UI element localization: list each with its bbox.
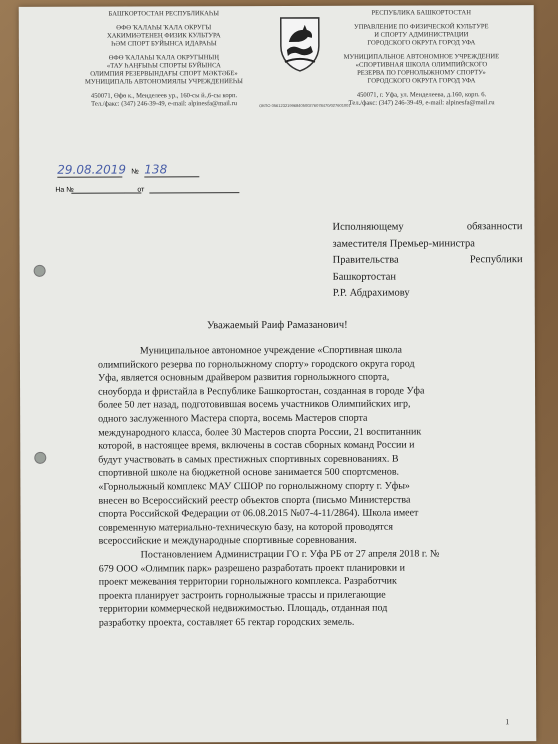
ufa-coat-of-arms-icon xyxy=(277,16,323,72)
addressee-line xyxy=(332,219,522,236)
header-left-line: 450071, Өфө к., Менделеев ур., 160-сы й.,6-сы корп. xyxy=(90,92,238,100)
body-line: более 50 лет назад, подготовившая восемь участников Олимпийских игр, xyxy=(98,398,411,412)
registration-number-label: № xyxy=(131,168,139,176)
header-right-line: РЕЗЕРВА ПО ГОРНОЛЫЖНОМУ СПОРТУ» xyxy=(357,69,486,77)
greeting: Уважаемый Раиф Рамазанович! xyxy=(207,319,348,332)
body-line: будут участвовать в самых престижных спортивных соревнованиях. В xyxy=(98,453,399,466)
addressee-text: Правительства xyxy=(332,254,399,266)
registration-date: 29.08.2019 xyxy=(57,162,127,177)
header-left-line: ӨФӨ ҠАЛАҺЫ ҠАЛА ОКРУГЫ xyxy=(116,24,212,32)
addressee-text: Башкортостан xyxy=(332,271,397,283)
header-left-line: ОЛИМПИЯ РЕЗЕРВЫНДАҒЫ СПОРТ МӘКТӘБЕ» xyxy=(90,70,238,78)
body-line: олимпийского резерва по горнолыжному спорту» городского округа город xyxy=(97,358,415,371)
addressee-text: Исполняющему xyxy=(332,221,404,233)
reference-number-label: На № xyxy=(55,186,74,194)
emblem-code-line: ОКПО 05612321 xyxy=(259,102,290,109)
addressee-line xyxy=(333,236,523,253)
addressee-text: обязанности xyxy=(466,221,523,233)
header-right-line: УПРАВЛЕНИЕ ПО ФИЗИЧЕСКОЙ КУЛЬТУРЕ xyxy=(354,23,489,31)
header-right-line: Тел./факс: (347) 246-39-49, e-mail: alpinesfa@mail.ru xyxy=(348,99,495,107)
addressee-line xyxy=(333,285,523,302)
body-line: разработку проекта, составляет 65 гектар городских земель. xyxy=(98,616,355,629)
body-line: современную материально-техническую базу, на которой проводятся xyxy=(98,521,393,534)
header-left-line: МУНИЦИПАЛЬ АВТОНОМИЯЛЫ УЧРЕЖДЕНИЕҺЫ xyxy=(85,78,243,86)
addressee-text: заместителя Премьер-министра xyxy=(332,237,475,250)
header-left-line: БАШҠОРТОСТАН РЕСПУБЛИКАҺЫ xyxy=(108,10,219,18)
header-right-line: «СПОРТИВНАЯ ШКОЛА ОЛИМПИЙСКОГО xyxy=(355,61,488,69)
body-line: 679 ООО «Олимпик парк» разрешено разработать проект планировки и xyxy=(98,562,405,575)
letter-sheet xyxy=(19,5,537,743)
header-right-line: ГОРОДСКОГО ОКРУГА ГОРОД УФА xyxy=(367,39,476,47)
reference-number-line xyxy=(71,192,141,193)
header-right-line: 450071, г. Уфа, ул. Менделеева, д.160, корп. 6. xyxy=(356,91,487,99)
body-line: международного класса, более 30 Мастеров спорта России, 21 воспитанник xyxy=(98,426,422,439)
body-line: проект межевания территории горнолыжного комплекса. Разработчик xyxy=(98,575,397,588)
header-left-line: ҺӘМ СПОРТ БУЙЫНСА ИДАРАҺЫ xyxy=(111,40,217,48)
body-line: одного заслуженного Мастера спорта, восемь Мастеров спорта xyxy=(98,412,368,425)
body-line: «Горнолыжный комплекс МАУ СШОР по горнолыжному спорту г. Уфы» xyxy=(98,480,410,493)
addressee-line xyxy=(333,252,523,269)
addressee-text: Р.Р. Абдрахимову xyxy=(332,287,410,299)
header-right-line: И СПОРТУ АДМИНИСТРАЦИИ xyxy=(374,31,469,39)
body-line: проекта планирует застроить горнолыжные трассы и прилегающие xyxy=(98,589,386,602)
addressee-block xyxy=(332,219,522,302)
body-line: внесен во Всероссийский реестр объектов спорта (письмо Министерства xyxy=(98,494,411,507)
punch-hole-bottom xyxy=(34,452,46,464)
header-left-bashkir xyxy=(79,10,249,109)
body-line: Постановлением Администрации ГО г. Уфа РБ от 27 апреля 2018 г. № xyxy=(140,548,440,561)
addressee-line xyxy=(333,269,523,286)
addressee-text: Республики xyxy=(469,254,523,266)
body-line: сноуборда и фристайла в Республике Башкортостан, созданная в городе Уфа xyxy=(98,385,425,398)
body-line: спорта Российской Федерации от 06.08.2015 №07-4-11/2864). Школа имеет xyxy=(98,507,419,520)
body-line: Муниципальное автономное учреждение «Спортивная школа xyxy=(139,344,402,357)
header-left-line: Тел./факс: (347) 246-39-49, e-mail: alpinesfa@mail.ru xyxy=(91,100,238,108)
header-right-russian xyxy=(339,9,504,108)
page-number: 1 xyxy=(505,717,510,727)
header-right-line: МУНИЦИПАЛЬНОЕ АВТОНОМНОЕ УЧРЕЖДЕНИЕ xyxy=(343,53,500,61)
body-line: всероссийские и международные спортивные соревнования. xyxy=(98,535,357,547)
body-line: Уфа, является основным драйвером развития горнолыжного спорта, xyxy=(97,371,390,384)
header-left-line: ХАКИМИӘТЕНЕҢ ФИЗИК КУЛЬТУРА xyxy=(106,32,221,40)
letter-body xyxy=(98,343,514,630)
emblem-codes xyxy=(259,103,351,108)
header-left-line: ӨФӨ ҠАЛАҺЫ ҠАЛА ОКРУГЫНЫҢ xyxy=(108,54,220,62)
body-line: которой, в настоящее время, включены в состав сборных команд России и xyxy=(98,439,415,452)
header-right-line: ГОРОДСКОГО ОКРУГА ГОРОД УФА xyxy=(367,77,476,85)
reference-date-line xyxy=(149,192,239,193)
registration-number: 138 xyxy=(144,162,199,177)
header-left-line: «ТАУ ҺАҢҒЫҺЫ СПОРТЫ БУЙЫНСА xyxy=(106,62,221,70)
body-line: территории коммерческой недвижимостью. Площадь, отданная под xyxy=(98,602,388,615)
emblem-code-line: 99684050 xyxy=(289,102,308,108)
punch-hole-top xyxy=(34,265,46,277)
emblem-code-line: 0276078470/027601001 xyxy=(307,102,351,108)
body-line: спортивной школе на бюджетной основе занимается 500 спортсменов. xyxy=(98,466,400,479)
reference-date-label: от xyxy=(137,186,145,194)
header-right-line: РЕСПУБЛИКА БАШКОРТОСТАН xyxy=(371,9,471,17)
